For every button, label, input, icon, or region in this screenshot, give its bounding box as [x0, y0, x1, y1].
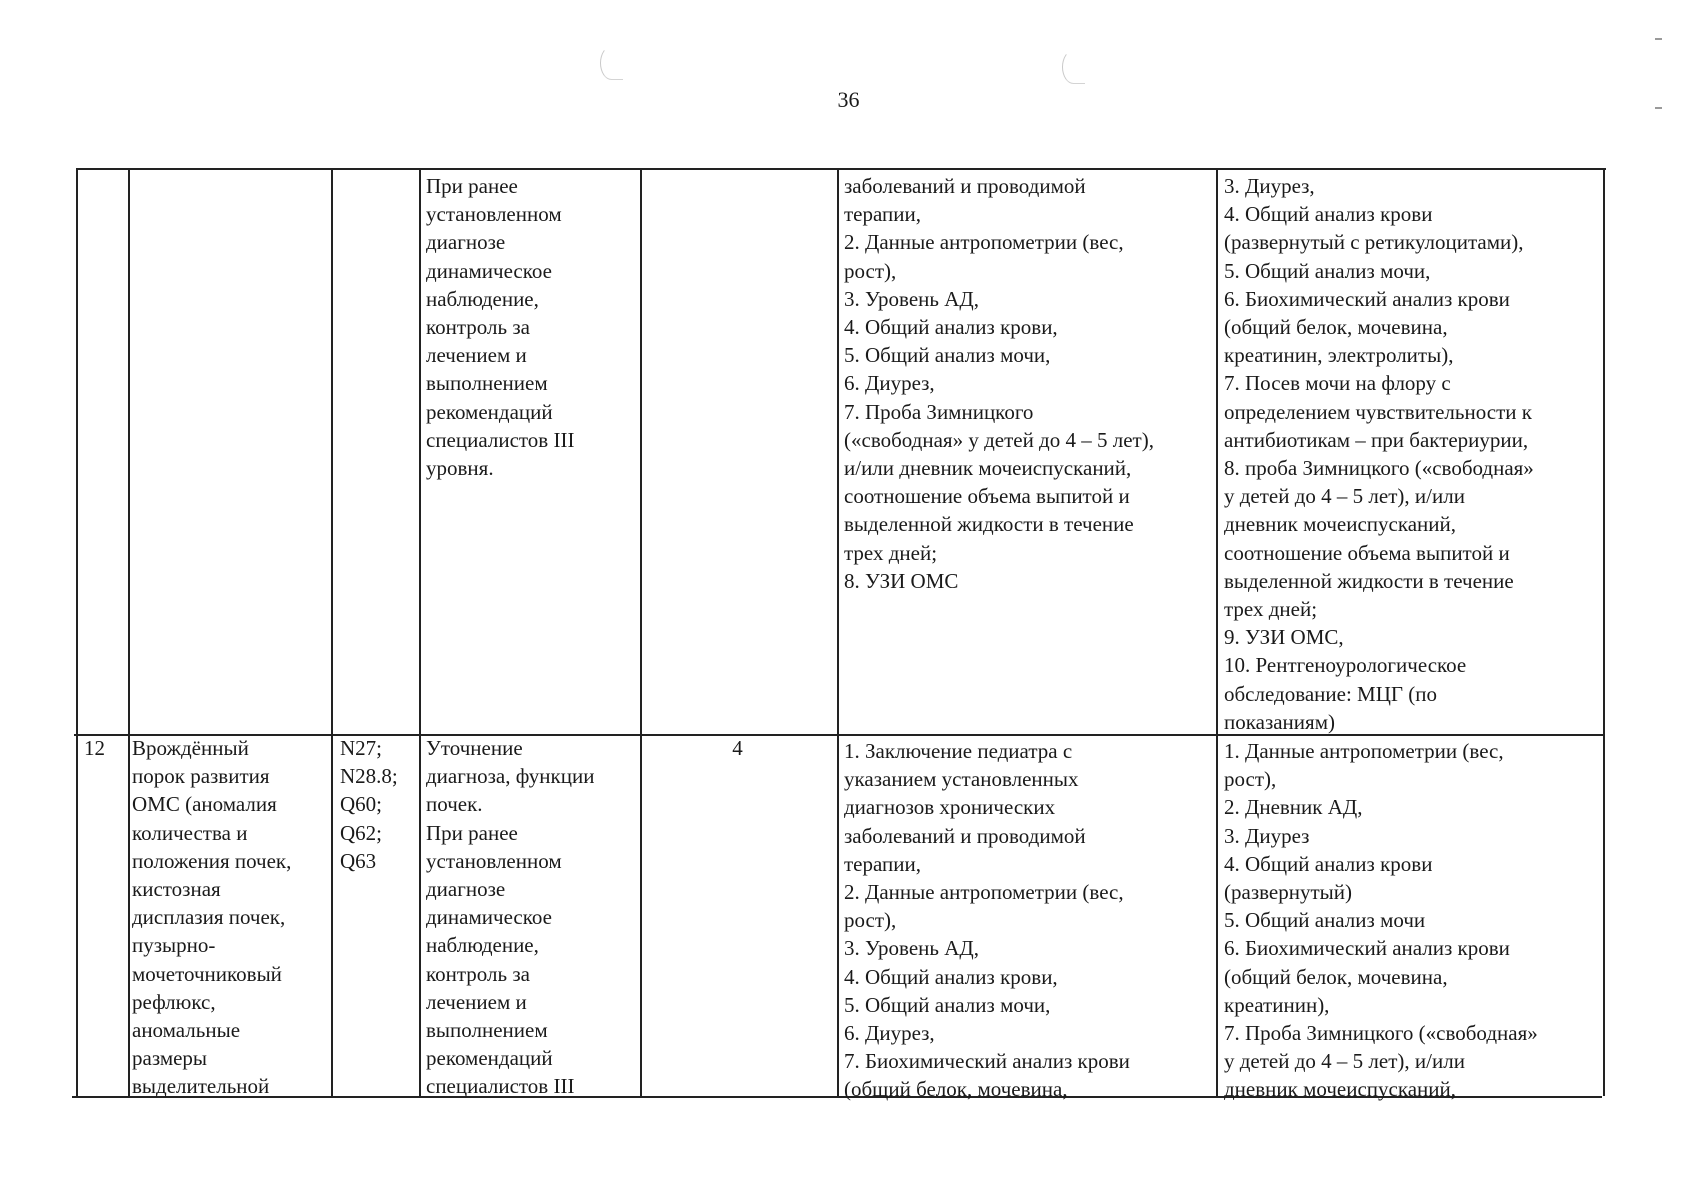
- examination-list-cell: 3. Диурез, 4. Общий анализ крови (развернутый с ретикулоцитами), 5. Общий анализ мочи, 6. Биохимический анализ крови (общий белок, мочевина, креатинин, электролиты), 7. Посев мочи на флору с определением чувствительности к антибиотикам – при бактериурии, 8. проба Зимницкого («свободная» у детей до 4 – 5 лет), и/или дневник мочеиспусканий, соотношение объема выпитой и выделенной жидкости в течение трех дней; 9. УЗИ ОМС, 10. Рентгеноурологическое обследование: МЦГ (по показаниям): [1224, 174, 1534, 734]
- table-column-border: [76, 168, 78, 1096]
- diagnosis-cell: Врождённый порок развития ОМС (аномалия количества и положения почек, кистозная дисплазия почек, пузырно- мочеточниковый рефлюкс, аномальные размеры выделительной: [132, 736, 292, 1099]
- examination-list-cell: 1. Данные антропометрии (вес, рост), 2. Дневник АД, 3. Диурез 4. Общий анализ крови (развернутый) 5. Общий анализ мочи 6. Биохимический анализ крови (общий белок, мочевина, креатинин), 7. Проба Зимницкого («свободная» у детей до 4 – 5 лет), и/или дневник мочеиспусканий,: [1224, 739, 1538, 1102]
- table-column-border: [331, 168, 333, 1096]
- table-column-border: [640, 168, 642, 1096]
- icd-codes-cell: N27; N28.8; Q60; Q62; Q63: [340, 736, 398, 873]
- tasks-cell: Уточнение диагноза, функции почек. При ранее установленном диагнозе динамическое наблюдение, контроль за лечением и выполнением рекомендаций специалистов III: [426, 736, 595, 1099]
- scan-mark-right: [1062, 50, 1085, 84]
- referral-requirements-cell: заболеваний и проводимой терапии, 2. Данные антропометрии (вес, рост), 3. Уровень АД, 4. Общий анализ крови, 5. Общий анализ мочи, 6. Диурез, 7. Проба Зимницкого («свободная» у детей до 4 – 5 лет), и/или дневник мочеиспусканий, соотношение объема выпитой и выделенной жидкости в течение трех дней; 8. УЗИ ОМС: [844, 174, 1154, 593]
- frequency-cell: 4: [732, 736, 743, 760]
- table-border-top: [76, 168, 1606, 170]
- row-number-cell: 12: [84, 736, 105, 760]
- referral-requirements-cell: 1. Заключение педиатра с указанием установленных диагнозов хронических заболеваний и проводимой терапии, 2. Данные антропометрии (вес, рост), 3. Уровень АД, 4. Общий анализ крови, 5. Общий анализ мочи, 6. Диурез, 7. Биохимический анализ крови (общий белок, мочевина,: [844, 739, 1130, 1102]
- scan-dot: [1655, 38, 1662, 40]
- scan-mark-left: [600, 46, 623, 80]
- table-column-border: [419, 168, 421, 1096]
- table-column-border: [128, 168, 130, 1096]
- tasks-cell: При ранее установленном диагнозе динамическое наблюдение, контроль за лечением и выполнением рекомендаций специалистов III уровня.: [426, 174, 575, 481]
- table-column-border: [837, 168, 839, 1096]
- page-number: 36: [837, 87, 860, 112]
